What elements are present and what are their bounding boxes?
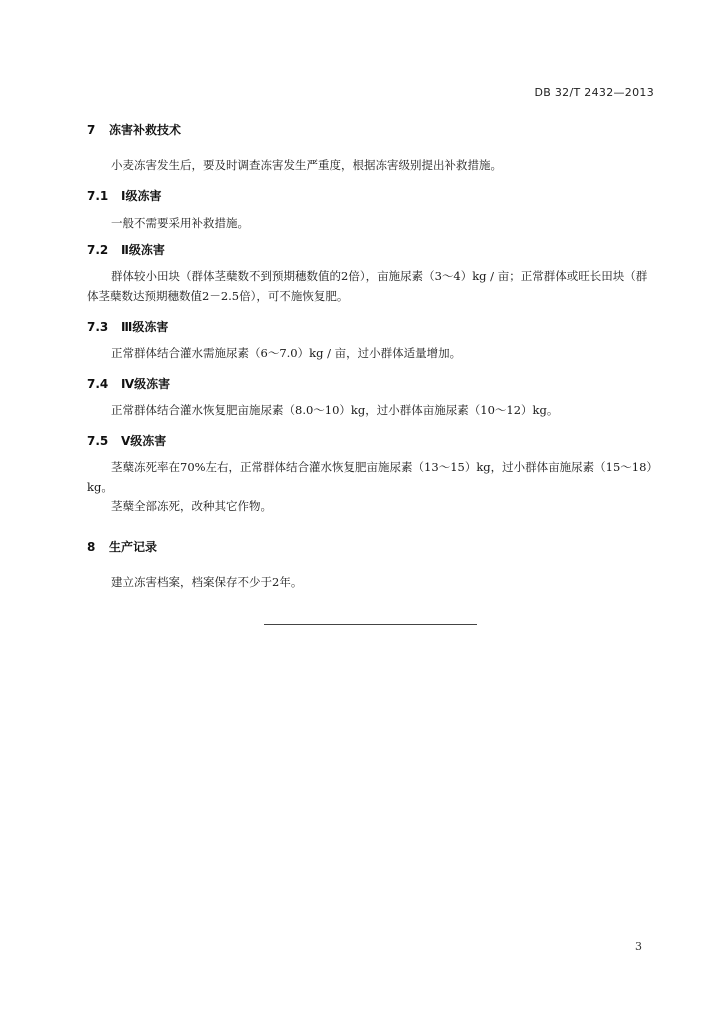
document-code: DB 32/T 2432—2013 bbox=[534, 86, 654, 99]
section-8-heading bbox=[87, 538, 157, 555]
clause-7-2-heading bbox=[87, 241, 165, 258]
clause-7-3-text: 正常群体结合灌水需施尿素（6～7.0）kg / 亩，过小群体适量增加。 bbox=[111, 346, 462, 360]
clause-7-2-text: 群体较小田块（群体茎蘖数不到预期穗数值的2倍），亩施尿素（3～4）kg / 亩；正常群体或旺长田块（群体茎蘖数达预期穗数值2－2.5倍），可不施恢复肥。 bbox=[87, 269, 648, 303]
clause-7-5-heading bbox=[87, 432, 166, 449]
clause-7-2-number: 7.2 bbox=[87, 243, 109, 257]
section-7-heading bbox=[87, 121, 181, 138]
section-7-number: 7 bbox=[87, 123, 96, 137]
clause-7-3-heading bbox=[87, 318, 168, 335]
clause-7-4-number: 7.4 bbox=[87, 377, 109, 391]
clause-7-3-title: Ⅲ级冻害 bbox=[121, 320, 169, 334]
clause-7-3-number: 7.3 bbox=[87, 320, 109, 334]
clause-7-1-heading bbox=[87, 187, 161, 204]
clause-7-1-number: 7.1 bbox=[87, 189, 109, 203]
clause-7-1-text: 一般不需要采用补救措施。 bbox=[111, 216, 249, 230]
page-number: 3 bbox=[635, 940, 642, 953]
section-7-intro: 小麦冻害发生后，要及时调查冻害发生严重度，根据冻害级别提出补救措施。 bbox=[111, 158, 502, 172]
clause-7-5-title: Ⅴ级冻害 bbox=[121, 434, 167, 448]
end-divider-line bbox=[264, 624, 477, 625]
section-8-title: 生产记录 bbox=[109, 540, 158, 554]
clause-7-4-text: 正常群体结合灌水恢复肥亩施尿素（8.0～10）kg，过小群体亩施尿素（10～12）kg。 bbox=[111, 403, 559, 417]
section-7-title: 冻害补救技术 bbox=[109, 123, 182, 137]
section-8-number: 8 bbox=[87, 540, 96, 554]
clause-7-5-text-1: 茎蘖冻死率在70%左右，正常群体结合灌水恢复肥亩施尿素（13～15）kg，过小群体亩施尿素（15～18）kg。 bbox=[87, 460, 653, 494]
clause-7-5-text-2: 茎蘖全部冻死，改种其它作物。 bbox=[111, 499, 272, 513]
clause-7-2-title: Ⅱ级冻害 bbox=[121, 243, 165, 257]
clause-7-4-heading bbox=[87, 375, 170, 392]
section-8-intro: 建立冻害档案，档案保存不少于2年。 bbox=[111, 575, 303, 589]
clause-7-4-title: Ⅳ级冻害 bbox=[121, 377, 171, 391]
clause-7-1-title: Ⅰ级冻害 bbox=[121, 189, 162, 203]
clause-7-5-number: 7.5 bbox=[87, 434, 109, 448]
